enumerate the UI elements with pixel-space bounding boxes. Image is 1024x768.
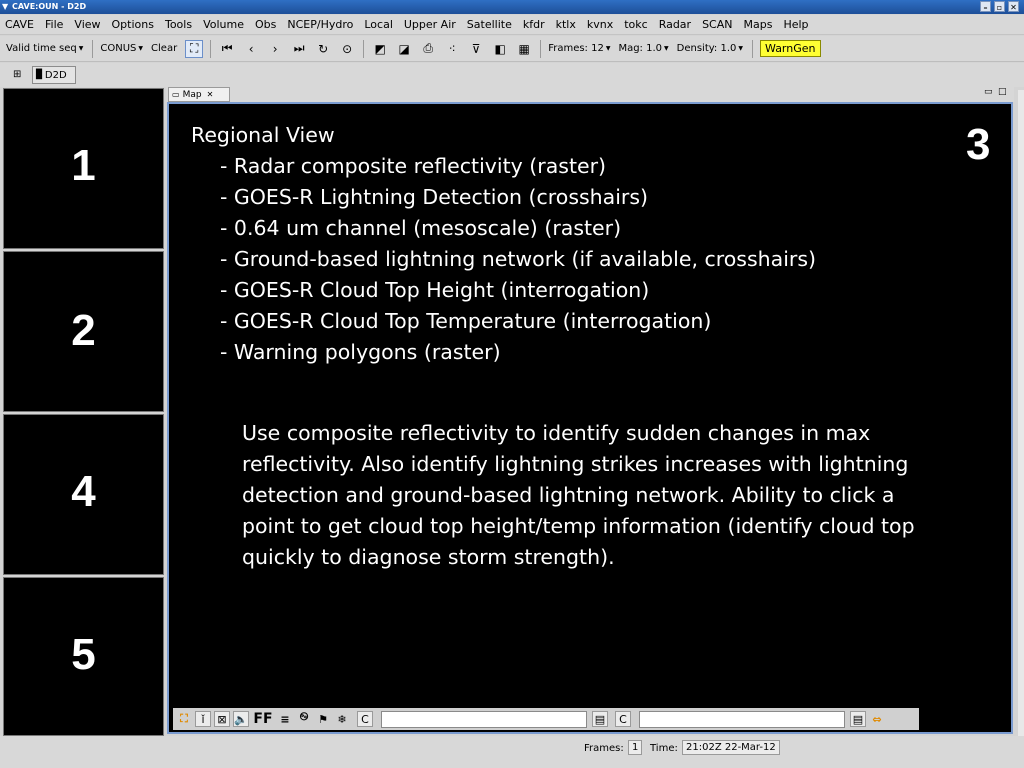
main-toolbar [0, 36, 1024, 62]
projection-dropdown[interactable] [100, 43, 143, 54]
toolbar-separator [210, 40, 211, 58]
sound-icon[interactable]: 🔈 [234, 712, 248, 726]
valid-time-label: Valid time seq [6, 43, 77, 54]
map-bottom-toolbar [173, 708, 919, 730]
right-edge [1018, 90, 1024, 736]
image-properties-icon[interactable]: ◩ [374, 41, 386, 56]
list-item: - GOES-R Cloud Top Height (interrogation) [220, 278, 650, 302]
frames-status-label: Frames: [584, 743, 624, 754]
menu-file[interactable]: File [44, 18, 64, 31]
menu-maps[interactable]: Maps [743, 18, 773, 31]
ff-button[interactable]: FF [253, 711, 273, 727]
side-pane-2[interactable] [3, 251, 164, 412]
close-icon[interactable]: ✕ [1008, 1, 1019, 12]
chevron-down-icon: ▼ [605, 45, 611, 52]
map-annotation [191, 120, 915, 569]
list-item: - Warning polygons (raster) [220, 340, 501, 364]
side-pane-5[interactable] [3, 577, 164, 736]
frames-status-value: 1 [628, 740, 642, 755]
density-dropdown[interactable] [677, 43, 743, 54]
snow-icon[interactable]: ❄ [337, 712, 347, 726]
window-title: CAVE:OUN - D2D [12, 2, 87, 11]
pan-icon[interactable]: ◪ [398, 41, 410, 56]
map-tab-label: Map [182, 89, 202, 100]
side-pane-1[interactable] [3, 88, 164, 249]
list-item: - 0.64 um channel (mesoscale) (raster) [220, 216, 622, 240]
map-description: Use composite reflectivity to identify sudden changes in max reflectivity. Also identify lightning strikes increases with lightning detection and ground-based lightning network. Ability to click a point to get cloud top height/temp information (identify cloud top quickly to diagnose storm strength). [242, 421, 915, 569]
map-display[interactable] [167, 102, 1013, 734]
menu-scan[interactable]: SCAN [702, 18, 733, 31]
menu-tools[interactable]: Tools [164, 18, 193, 31]
pane-number: 3 [966, 120, 991, 169]
pane-number: 1 [71, 141, 96, 190]
frames-dropdown[interactable] [548, 43, 610, 54]
mag-label: Mag: 1.0 [618, 43, 663, 54]
chevron-down-icon: ▼ [664, 45, 669, 52]
status-bar [0, 736, 1024, 768]
side-pane-4[interactable] [3, 414, 164, 575]
tab-map[interactable] [168, 87, 230, 102]
menu-volume[interactable]: Volume [203, 18, 244, 31]
pane-number: 2 [71, 306, 96, 355]
wind-icon[interactable]: ࿊ [299, 709, 309, 723]
scan-icon[interactable]: ⛶ [180, 712, 188, 725]
chevron-down-icon: ▼ [78, 45, 84, 52]
flag-icon[interactable]: ⚑ [318, 712, 328, 726]
print-icon[interactable]: ⎙ [423, 41, 433, 55]
menu-radar[interactable]: Radar [658, 18, 692, 31]
valid-time-dropdown[interactable] [6, 43, 83, 54]
projection-label: CONUS [100, 43, 137, 54]
four-panel-icon[interactable]: ▦ [518, 41, 530, 56]
menu-help[interactable]: Help [783, 18, 809, 31]
density-label: Density: 1.0 [676, 43, 737, 54]
menu-satellite[interactable]: Satellite [466, 18, 512, 31]
title-bar [0, 0, 1024, 14]
map-tab-bar [166, 87, 1014, 102]
menu-local[interactable]: Local [364, 18, 393, 31]
window-menu-icon[interactable]: ▼ [2, 2, 9, 11]
maximize-icon[interactable]: ▫ [994, 1, 1005, 12]
next-frame-icon[interactable]: › [272, 41, 278, 56]
d2d-perspective-button[interactable] [32, 66, 76, 84]
open-perspective-icon[interactable]: ⊞ [13, 69, 22, 80]
loop-icon[interactable]: ↻ [318, 41, 329, 56]
list-item: - GOES-R Lightning Detection (crosshairs) [220, 185, 649, 209]
loop-properties-icon[interactable]: ⊙ [342, 41, 353, 56]
perspective-bar [0, 63, 1024, 87]
list-item: - Radar composite reflectivity (raster) [220, 154, 607, 178]
clear-icon[interactable]: ⊠ [214, 711, 230, 727]
previous-frame-icon[interactable]: ‹ [248, 41, 254, 56]
pane-number: 5 [71, 630, 96, 679]
map-tab-icon: ▭ [172, 90, 180, 99]
edit-icon[interactable]: ▤ [850, 711, 866, 727]
menu-ktlx[interactable]: ktlx [555, 18, 576, 31]
mag-dropdown[interactable] [618, 43, 668, 54]
map-heading: Regional View [191, 123, 335, 147]
time-status-value: 21:02Z 22-Mar-12 [682, 740, 780, 755]
clear-button[interactable]: Clear [151, 43, 178, 54]
two-panel-icon[interactable]: ◧ [494, 41, 506, 56]
minimize-view-icon[interactable]: ▭ [984, 87, 993, 97]
toolbar-separator [92, 40, 93, 58]
first-frame-icon[interactable]: ⏮ [221, 41, 233, 55]
toolbar-separator [540, 40, 541, 58]
menu-obs[interactable]: Obs [255, 18, 277, 31]
pane-number: 4 [71, 467, 96, 516]
menu-kfdr[interactable]: kfdr [522, 18, 545, 31]
menu-kvnx[interactable]: kvnx [586, 18, 614, 31]
last-frame-icon[interactable]: ⏭ [293, 41, 305, 55]
text-field-2[interactable] [639, 711, 845, 728]
list-item: - GOES-R Cloud Top Temperature (interrogation) [220, 309, 712, 333]
menu-options[interactable]: Options [111, 18, 154, 31]
points-icon[interactable]: ⁖ [448, 41, 456, 56]
zoom-extent-icon[interactable]: ⛶ [185, 40, 203, 58]
swap-icon[interactable]: ⇔ [872, 712, 882, 726]
edit-icon[interactable]: ▤ [592, 711, 608, 727]
list-item: - Ground-based lightning network (if available, crosshairs) [220, 247, 817, 271]
maximize-view-icon[interactable]: □ [998, 87, 1007, 97]
chevron-down-icon: ▼ [138, 45, 144, 52]
thermometer-icon[interactable]: ǐ [195, 711, 211, 727]
warngen-button[interactable]: WarnGen [760, 40, 820, 57]
toolbar-separator [363, 40, 364, 58]
text-field-1[interactable] [381, 711, 587, 728]
minimize-icon[interactable]: – [980, 1, 991, 12]
d2d-label: D2D [44, 69, 67, 81]
menu-view[interactable]: View [74, 18, 101, 31]
toolbar-separator [752, 40, 753, 58]
menu-cave[interactable]: CAVE [5, 18, 34, 31]
time-status-label: Time: [650, 743, 678, 754]
c-button-2[interactable]: C [615, 711, 631, 727]
frames-label: Frames: 12 [548, 43, 604, 54]
menu-upper-air[interactable]: Upper Air [403, 18, 456, 31]
d2d-icon: ▉ [36, 70, 43, 80]
close-tab-icon[interactable]: ✕ [206, 90, 214, 99]
fog-icon[interactable]: ≡ [280, 712, 290, 726]
c-button-1[interactable]: C [357, 711, 373, 727]
menu-tokc[interactable]: tokc [624, 18, 648, 31]
menu-ncep-hydro[interactable]: NCEP/Hydro [287, 18, 354, 31]
chevron-down-icon: ▼ [738, 45, 744, 52]
baselines-icon[interactable]: ⊽ [471, 41, 481, 56]
menu-bar [0, 15, 1024, 35]
